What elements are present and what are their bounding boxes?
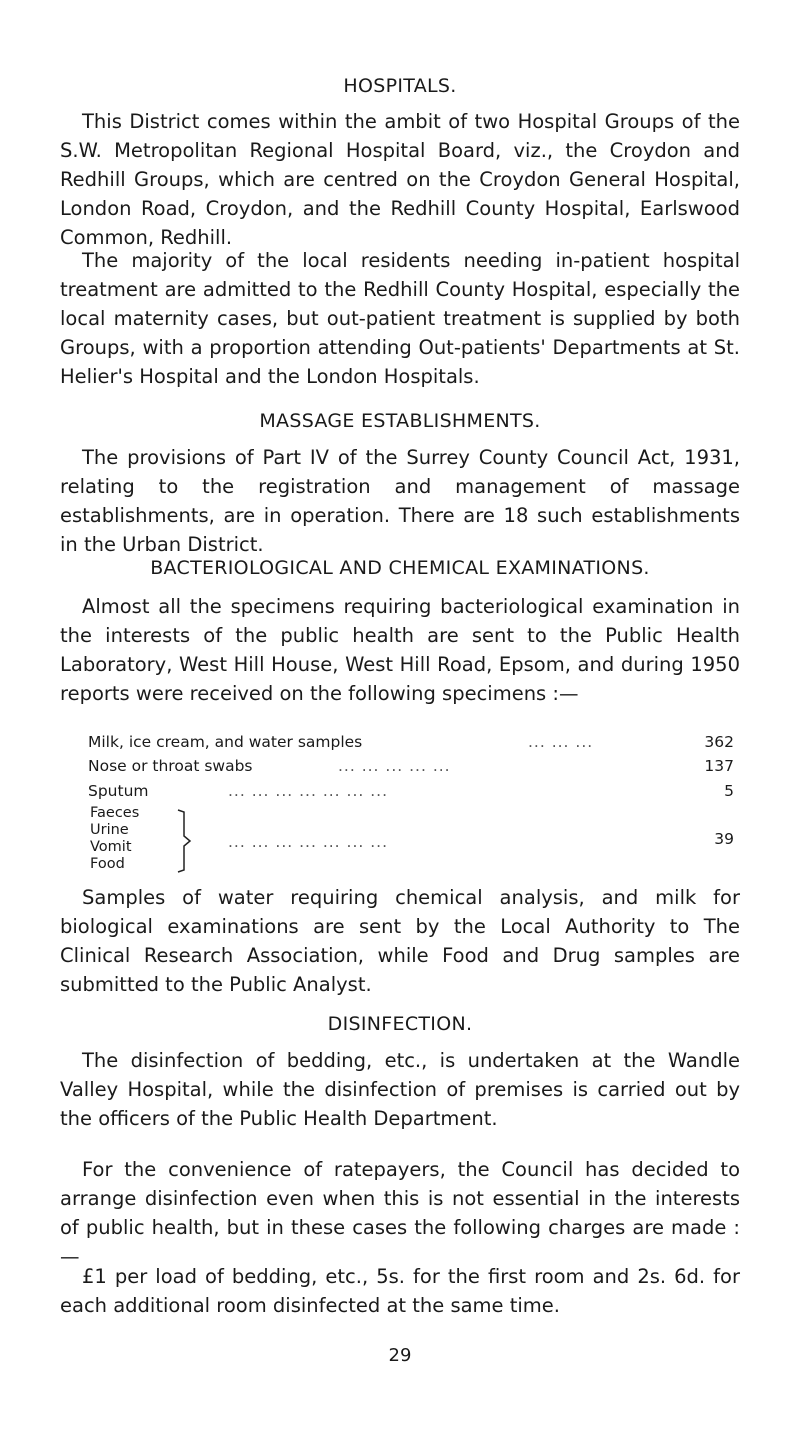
leader-dots: ... ... ... ... ... ... ... (228, 782, 389, 800)
disinfection-paragraph-1: The disinfection of bedding, etc., is undertaken at the Wandle Valley Hospital, while the disinfection of premises is carried out by the officers of the Public Health Department. (60, 1049, 740, 1130)
specimen-count: 362 (704, 733, 734, 751)
specimen-label: Milk, ice cream, and water samples (88, 733, 363, 751)
massage-heading: MASSAGE ESTABLISHMENTS. (259, 410, 541, 432)
specimen-label: Urine (90, 822, 129, 838)
grouped-labels (90, 805, 139, 873)
page-number: 29 (388, 1345, 412, 1366)
specimen-label: Sputum (88, 782, 149, 800)
specimen-count: 137 (704, 757, 734, 775)
massage-paragraph-1: The provisions of Part IV of the Surrey County Council Act, 1931, relating to the registration and management of massage establishments, are in operation. There are 18 such establishments in the Urban District. (60, 446, 740, 556)
bacteriological-heading: BACTERIOLOGICAL AND CHEMICAL EXAMINATIONS. (150, 557, 650, 579)
disinfection-heading: DISINFECTION. (327, 1013, 473, 1035)
specimen-label: Vomit (90, 839, 132, 855)
table-row (88, 757, 740, 779)
disinfection-paragraph-2: For the convenience of ratepayers, the Council has decided to arrange disinfection even when this is not essential in the interests of public health, but in these cases the following charges are made :— (60, 1158, 740, 1268)
hospitals-heading: HOSPITALS. (343, 75, 457, 97)
table-row (88, 733, 740, 755)
leader-dots: ... ... ... (528, 733, 594, 751)
bacteriological-paragraph-2: Samples of water requiring chemical analysis, and milk for biological examinations are sent by the Local Authority to The Clinical Research Association, while Food and Drug samples are submitted to the Public Analyst. (60, 886, 740, 996)
bacteriological-paragraph-1: Almost all the specimens requiring bacteriological examination in the interests of the public health are sent to the Public Health Laboratory, West Hill House, West Hill Road, Epsom, and during 1950 reports were received on the following specimens :— (60, 595, 740, 705)
leader-dots: ... ... ... ... ... ... ... (228, 833, 389, 851)
disinfection-paragraph-3: £1 per load of bedding, etc., 5s. for the first room and 2s. 6d. for each additional room disinfected at the same time. (60, 1265, 740, 1317)
specimen-label: Nose or throat swabs (88, 757, 253, 775)
specimen-label: Faeces (90, 805, 140, 821)
brace-icon (176, 808, 200, 874)
specimen-label: Food (90, 856, 125, 872)
hospitals-paragraph-1: This District comes within the ambit of two Hospital Groups of the S.W. Metropolitan Regional Hospital Board, viz., the Croydon and Redhill Groups, which are centred on the Croydon General Hospital, London Road, Croydon, and the Redhill County Hospital, Earlswood Common, Redhill. (60, 110, 740, 249)
table-row (88, 782, 740, 804)
leader-dots: ... ... ... ... ... (338, 757, 451, 775)
hospitals-paragraph-2: The majority of the local residents needing in-patient hospital treatment are admitted to the Redhill County Hospital, especially the local maternity cases, but out-patient treatment is supplied by both Groups, with a proportion attending Out-patients' Departments at St. Helier's Hospital and the London Hospitals. (60, 249, 740, 388)
specimen-count: 5 (724, 782, 734, 800)
specimen-count: 39 (714, 830, 734, 848)
grouped-specimens (88, 805, 740, 877)
